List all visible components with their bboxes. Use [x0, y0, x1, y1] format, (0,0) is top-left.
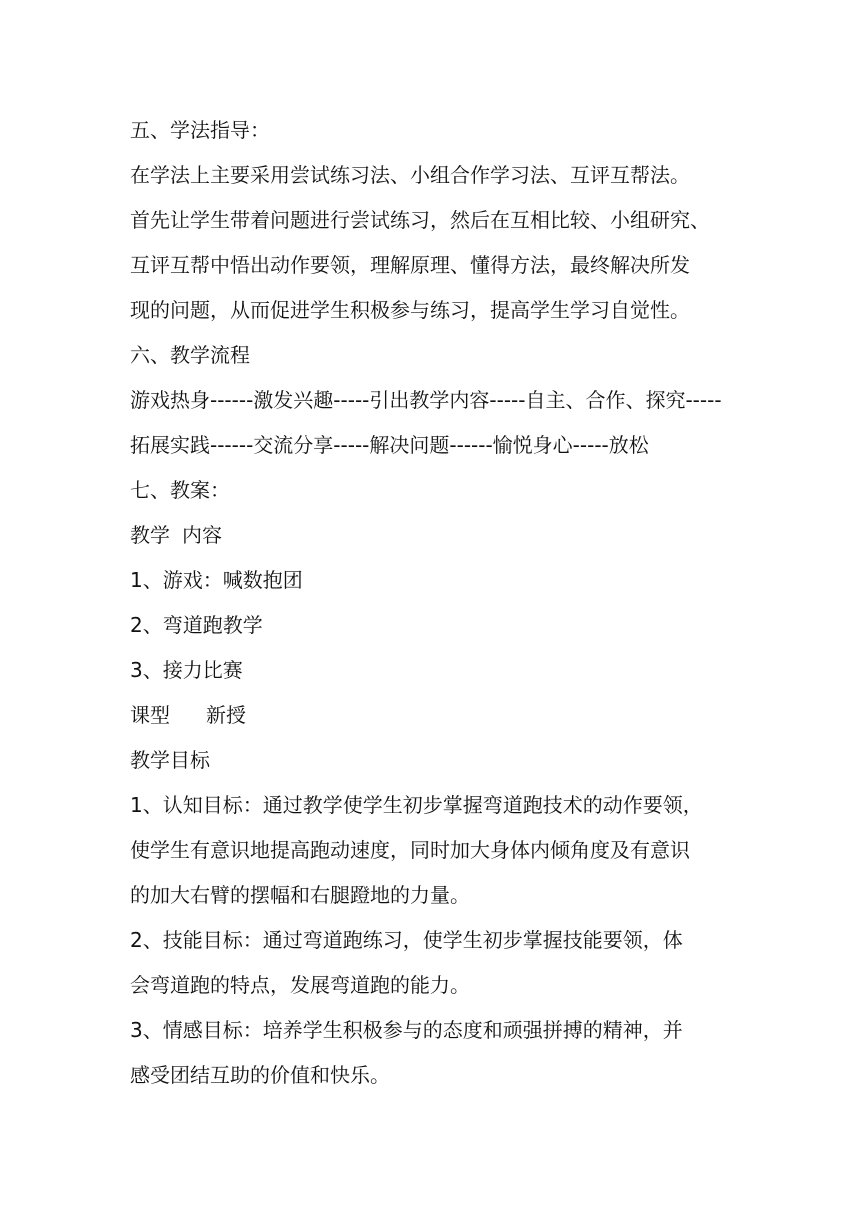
content-item: 1、游戏：喊数抱团 [130, 568, 303, 592]
lesson-type-value: 新授 [206, 703, 246, 727]
section-6-heading: 六、教学流程 [130, 343, 250, 367]
goal-1-line: 1、认知目标：通过教学使学生初步掌握弯道跑技术的动作要领， [130, 793, 703, 817]
paragraph-line: 在学法上主要采用尝试练习法、小组合作学习法、互评互帮法。 [130, 163, 690, 187]
content-label-b: 内容 [182, 523, 222, 547]
flow-line: 拓展实践------交流分享-----解决问题------愉悦身心-----放松 [130, 433, 649, 457]
content-label [130, 521, 740, 549]
content-item: 3、接力比赛 [130, 658, 243, 682]
goal-3-line: 感受团结互助的价值和快乐。 [130, 1063, 390, 1087]
paragraph-line: 互评互帮中悟出动作要领，理解原理、懂得方法，最终解决所发 [130, 253, 690, 277]
goal-2-line: 会弯道跑的特点，发展弯道跑的能力。 [130, 973, 470, 997]
paragraph-line: 现的问题，从而促进学生积极参与练习，提高学生学习自觉性。 [130, 298, 690, 322]
goal-1-line: 的加大右臂的摆幅和右腿蹬地的力量。 [130, 883, 470, 907]
lesson-type-label: 课型 [130, 703, 170, 727]
flow-line: 游戏热身------激发兴趣-----引出教学内容-----自主、合作、探究----- [130, 388, 722, 412]
content-label-a: 教学 [130, 523, 170, 547]
paragraph-line: 首先让学生带着问题进行尝试练习，然后在互相比较、小组研究、 [130, 208, 710, 232]
goal-3-line: 3、情感目标：培养学生积极参与的态度和顽强拼搏的精神，并 [130, 1018, 683, 1042]
goals-heading: 教学目标 [130, 748, 210, 772]
section-5-heading: 五、学法指导： [130, 118, 270, 142]
section-7-heading: 七、教案： [130, 478, 230, 502]
lesson-type-row [130, 701, 740, 729]
goal-2-line: 2、技能目标：通过弯道跑练习，使学生初步掌握技能要领，体 [130, 928, 683, 952]
content-item: 2、弯道跑教学 [130, 613, 263, 637]
goal-1-line: 使学生有意识地提高跑动速度，同时加大身体内倾角度及有意识 [130, 838, 690, 862]
